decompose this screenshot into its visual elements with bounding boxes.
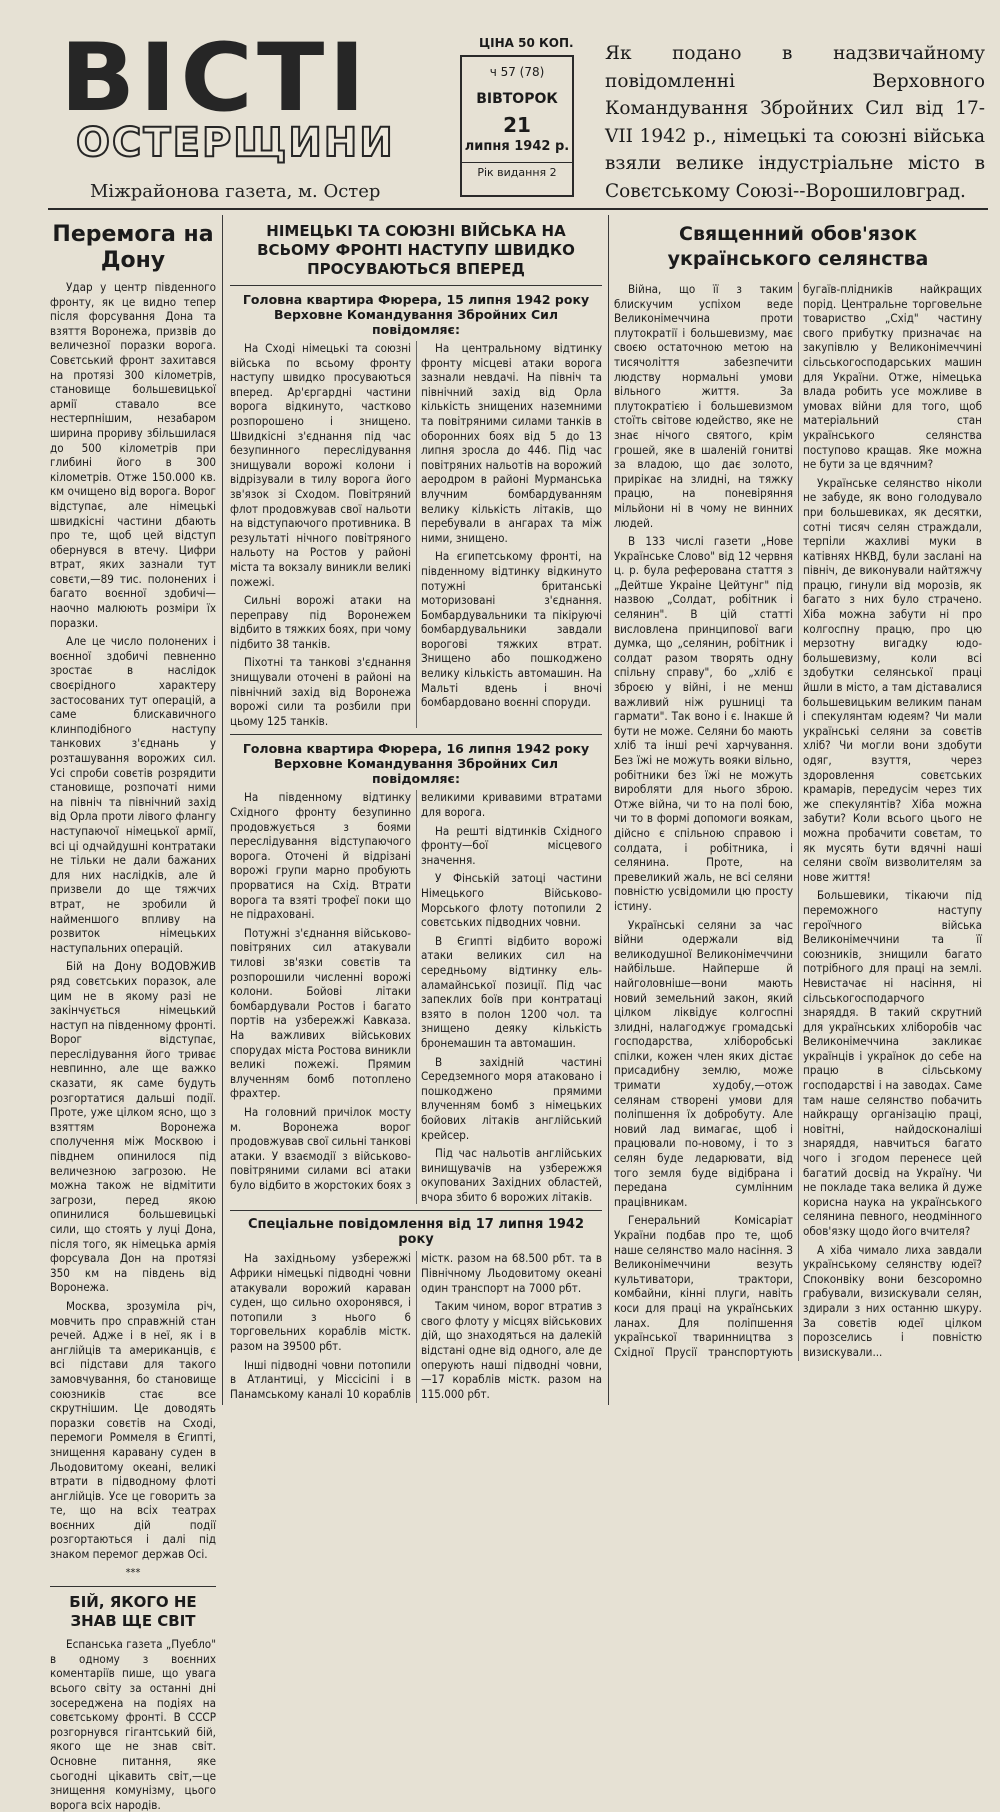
article-title-offensive: НІМЕЦЬКІ ТА СОЮЗНІ ВІЙСЬКА НА ВСЬОМУ ФРОНТІ НАСТУПУ ШВИДКО ПРОСУВАЮТЬСЯ ВПЕРЕД [257, 222, 575, 278]
issue-day: 21 [503, 113, 531, 137]
issue-number: ч 57 (78) [489, 65, 545, 79]
article-paragraph: Генеральний Комісаріат України подбав про те, щоб наше селянство мало насіння. З Великонімеччини везуть культиватори, трактори, комбайни, кінні плуги, навіть коси для праці на українських ланах. Для поліпшення української тваринництва з Східної Прусії транспортують бугаїв-плідників найкращих порід. Центральне торговельне товариство „Схід" частину свого прибутку призначає на закупівлю у Великонімеччині сільськогосподарських машин для України. Отже, німецька влада робить усе можливе в умовах війни для того, щоб матеріальний стан українського селянства поступово кращав. Яке можна не бути за це вдячним? [614, 282, 982, 1359]
article-paragraph: Українське селянство ніколи не забуде, як воно голодувало при большевиках, як десятки, сотні тисяч селян страждали, терпіли жахливі муки в катівнях НКВД, були заслані на північ, де виконували найтяжчу працю, гинули від морозів, як багато з них було страчено. Хіба можна забути ні про колгоспну працю, про цю мерзотну вигадку юдо-большевизму, коли всі здобутки селянської праці йшли в місто, а там діставалися большевицьким великим панам і спекулянтам юдеям? Чи мали українські селяни за совєтів хліб? Чи могли вони здобути одяг, взуття, через здоровлення совєтських крамарів, передусім через тих же спекулянтів? Хіба можна забути? Коли всього цього не можна пробачити совєтам, то як мусять бути вдячні наші селяни своїм визволителям за нове життя! [803, 475, 982, 884]
article-title-sacred-duty: Священний обов'язок українського селянства [667, 223, 929, 270]
article-paragraph: Сильні ворожі атаки на переправу під Воронежем відбито в тяжких боях, при чому підбито 38 танків. [230, 593, 411, 651]
article-paragraph: Еспанська газета „Пуебло" в одному з воєнних коментаріїв пише, що увага всього світу за останні дні зосереджена на подіях на совєтському фронті. В СССР розгорнувся гігантський бій, якого ще не знав світ. Основне питання, яке сьогодні цікавить світ,—це знищення комунізму, цього ворога всіх народів. [50, 1637, 216, 1812]
masthead-subtitle: Міжрайонова газета, м. Остер [90, 181, 381, 202]
article-paragraph: А хіба чимало лиха завдали українському селянству юдеї? Споконвіку вони безсоромно грабували, визискували селян, здирали з них останню шкуру. За совєтів юдеї цілком порозселись і повністю визискували... [803, 1242, 982, 1359]
column-middle [230, 222, 602, 1407]
article-paragraph: На Сході німецькі та союзні війська по всьому фронту наступу швидко просуваються вперед. Ар'єргардні частини ворога відкинуто, частково розпорошено і знищено. Швидкісні з'єднання під час безупинного переслідування знищували ворожі колони і відрізували в тилу ворога його зв'язок зі Сходом. Повітряний флот продовжував свої нальоти на відступаючого противника. В результаті нічного повітряного нальоту на Ростов у районі міста та вокзалу виникли великі пожежі. [230, 341, 411, 589]
article-paragraph: Інші підводні човни потопили в Атлантиці, у Міссісіпі і в Панамському каналі 10 кораблів містк. разом на 68.500 рбт. та в Північному Льодовитому океані один транспорт на 7000 рбт. [230, 1251, 602, 1401]
article-paragraph: Українські селяни за час війни одержали від великодушної Великонімеччини найбільше. Найперше й найголовніше—вони мають новий земельний закон, який цілком ліквідує колгоспні злидні, налагоджує громадські господарства, хліборобські спілки, кожен член яких дістає присадибну землю, може тримати худобу,—отож селянам створені умови для поліпшення їх добробуту. Але новий лад вимагає, щоб і працювали по-новому, і то з селян буде ледарювати, від того земля буде відібрана і передана сумлінним працівникам. [614, 917, 793, 1209]
article-separator [230, 734, 602, 735]
masthead-title-line1: ВІСТІ [60, 24, 370, 133]
article-separator [50, 1586, 216, 1587]
hq-report-title-1: Головна квартира Фюрера, 15 липня 1942 року [242, 292, 590, 307]
article-paragraph: В 133 числі газети „Нове Українське Слово" від 12 червня ц. р. була реферована стаття з „Дейтше Украіне Цейтунг" під назвою „Солдат, робітник і селянин". В цій статті висловлена принципової ваги думка, що „селянин, робітник і солдат разом творять одну спільну справу", бо „хліб є зброєю у війні, і не менш важливий ніж рушниці та гармати". Так воно і є. Інакше й бути не може. Селяни бо мають хліб та інші речі харчування. Без їжі не можуть вояки вільно, робітники без їжі не можуть виробляти для нього зброю. Отже війна, чи то на полі бою, чи то в формі допомоги воякам, дійсно є спільною справою і солдата, і робітника, і селянина. Проте, на превеликий жаль, не всі селяни повністю усвідомили цю просту істину. [614, 534, 793, 913]
article-paragraph: Большевики, тікаючи під переможного наступу героїчного війська Великонімеччини та її союзників, знищили багато потрібного для праці на землі. Невистачає ні насіння, ні сільськогосподарчого знаряддя. В такий скрутний для українських хліборобів час Великонімеччина закликає українців і українок до себе на працю в сільському господарстві і на заводах. Саме там наше селянство побачить найкращу організацію праці, новітні, найдосконаліші знаряддя, навчиться багато чого і згодом перенесе цей багатий досвід на Україну. Чи не покладе така велика й дуже корисна наука на українського селянина певного, неодмінного обов'язку щодо його вчителя? [803, 888, 982, 1238]
article-title-battle: БІЙ, ЯКОГО НЕ ЗНАВ ЩЕ СВІТ [69, 1593, 197, 1631]
article-paragraph: На центральному відтинку фронту місцеві атаки ворога зазнали невдачі. На північ та північний захід від Орла кількість знищених наземними та повітряними силами танків в оборонних боях від 5 до 13 липня зросла до 446. Під час повітряних нальотів на ворожий аеродром в районі Мурманська влучним бомбардуванням велику кількість літаків, що перебували в ангарах та між ними, знищено. [421, 341, 602, 545]
column-divider-2 [608, 215, 609, 1405]
article-paragraph: В Єгипті відбито ворожі атаки великих сил на середньому відтинку ель-аламайнської позиції. Під час запеклих боїв при контратаці взято в полон 1200 чол. та знищено деяку кількість бронемашин та автомашин. [421, 933, 602, 1050]
issue-weekday: ВІВТОРОК [476, 91, 558, 107]
hq-report-body-2 [230, 790, 602, 1204]
article-separator [230, 285, 602, 286]
column-divider-1 [222, 215, 223, 1405]
ornament-divider: *** [125, 1565, 141, 1579]
article-paragraph: На західньому узбережжі Африки німецькі підводні човни атакували ворожий караван суден, що сильно охоронявся, і потопили з нього 6 торговельних кораблів містк. разом на 39500 рбт. [230, 1251, 411, 1354]
masthead-divider [48, 208, 988, 210]
article-paragraph: Потужні з'єднання військово-повітряних сил атакували тилові зв'язки совєтів та розпорошили численні ворожі колони. Бойові літаки бомбардували Ростов і багато портів на узбережжі Кавказа. На важливих військових спорудах міста Ростова виникли великі пожежі. Прямим влученням бомб потоплено фрахтер. [230, 925, 411, 1101]
hq-report-body-1 [230, 341, 602, 728]
article-paragraph: Війна, що її з таким блискучим успіхом веде Великонімеччина проти плутократії і большевизму, має своєю остаточною метою на тисячоліття забезпечити людству нормальні умови вільного життя. За плутократією і большевизмом стоїть світове юдейство, яке не знає нічого святого, крім грошей, яке в шаленій гонитві за владою, що дає золото, прирікає на злидні, на тяжку працю, на поневіряння мільйони ні в чому не винних людей. [614, 282, 793, 530]
article-separator [230, 1210, 602, 1211]
article-paragraph: У Фінській затоці частини Німецького Військово-Морського флоту потопили 2 совєтських підводних човни. [421, 871, 602, 930]
article-paragraph: На головний причілок мосту м. Воронежа ворог продовжував свої сильні танкові атаки. У взаємодії з військово-повітряними силами всі атаки було відбито в жорстоких боях з великими кривавими втратами для ворога. [230, 790, 602, 1192]
article-body-sacred-duty [614, 282, 982, 1361]
special-report-title: Спеціальне повідомлення від 17 липня 1942 року [247, 1217, 585, 1248]
hq-report-title-2: Головна квартира Фюрера, 16 липня 1942 року [242, 741, 590, 757]
article-paragraph: Бій на Дону ВОДОВЖИВ ряд совєтських поразок, але цим не в якому разі не закінчується німецький наступ на південному фронті. Ворог відступає, переслідування його триває невпинно, але ще важко сказати, як саме будуть розгортатися дальші події. Проте, уже цілком ясно, що з взяттям Воронежа сполучення між Москвою і півднем опинилося під величезною загрозою. Не можна також не відмітити загрози, перед якою опинилися большевицькі сили, що стоять у луці Дона, після того, як німецька армія форсувала Дон на протязі 350 км на південь від Воронежа. [50, 959, 216, 1295]
masthead-title-line2: ОСТЕРЩИНИ [76, 120, 395, 166]
article-paragraph: Але це число полонених і воєнної здобичі певненно зростає в наслідок своєрідного характеру застосованих тут операцій, а саме блискавичного клинподібного наступу танкових з'єднань у розташування ворожих сил. Усі спроби совєтів розрядити становище, розпочаті ними на північ та північний захід від Орла проти лівого флангу наступаючої німецької армії, всі ці одчайдушні контратаки не тільки не дали бажаних для них наслідків, але й призвели до ще тяжчих втрат, не зробили й найменшого впливу на розвиток німецьких наступальних операцій. [50, 634, 216, 955]
column-left [50, 222, 216, 1812]
special-report-body [230, 1251, 602, 1403]
article-paragraph: В західній частині Середземного моря атаковано і пошкоджено прямими влученням бомб з німецьких бойових літаків англійський крейсер. [421, 1054, 602, 1142]
article-paragraph: Таким чином, ворог втратив з свого флоту у місцях військових дій, що знаходяться на далекій відстані одне від одного, але де оперують наші підводні човни,—17 кораблів містк. разом на 115.000 рбт. [421, 1299, 602, 1401]
article-paragraph: На південному відтинку Східного фронту безупинно продовжується з боями переслідування відступаючого ворога. Оточені й відрізані ворожі групи марно пробують прорватися на Схід. Втрати ворога та взяті трофеї поки що не підраховані. [230, 790, 411, 922]
issue-info-box [460, 55, 574, 197]
column-right [614, 222, 982, 1407]
price-label: ЦІНА 50 КОП. [479, 36, 574, 50]
headline-announcement: Як подано в надзвичайному повідомленні Верховного Командування Збройних Сил від 17-VII 1942 р., німецькі та союзні війська взяли велике індустріальне місто в Совєтському Союзі--Ворошиловград. [605, 43, 985, 202]
publication-year: Рік видання 2 [462, 162, 572, 179]
article-paragraph: Під час нальотів англійських винищувачів на узбережжя окупованих Західних областей, вчора збито 6 ворожих літаків. [421, 1146, 602, 1204]
hq-report-subtitle-2: Верховне Командування Збройних Сил повідомляє: [273, 756, 559, 787]
article-paragraph: Удар у центр південного фронту, як це видно тепер після форсування Дона та взяття Воронежа, призвів до величезної поразки ворога. Совєтський фронт захитався на протязі 300 кілометрів, становище большевицької армії ставало все нестерпнішим, незабаром ширина прориву збільшилася до 500 кілометрів при глибині його в 300 кілометрів. Отже 150.000 кв. км очищено від ворога. Ворог відступає, але німецькі швидкісні частини дбають про те, щоб цей відступ обернувся в втечу. Цифри втрат, яких зазнали тут совєти,—89 тис. полонених і багато воєнної здобичі—наочно малюють розміри їх поразки. [50, 280, 216, 630]
article-paragraph: На єгипетському фронті, на південному відтинку відкинуто потужні британські моторизовані з'єднання. Бомбардувальники та пікіруючі бомбардувальники завдали ворогові тяжких втрат. Знищено або пошкоджено велику кількість автомашин. На Мальті вдень і вночі бомбардовано воєнні споруди. [421, 549, 602, 710]
article-paragraph: Піхотні та танкові з'єднання знищували оточені в районі на північний захід від Воронежа ворожі сили та розбили при цьому 125 танків. [230, 655, 411, 728]
article-paragraph: Москва, зрозуміла річ, мовчить про справжній стан речей. Адже і в неї, як і в англійців та американців, є всі підстави для такого замовчування, бо становище союзників стає все скрутнішим. Це доводять поразки совєтів на Сході, перемоги Роммеля в Єгипті, знищення каравану суден в Льодовитому океані, великі втрати в підводному флоті англійців. Усе це говорить за те, що на всіх театрах воєнних дій події розгортаються і далі під знаком перемог держав Осі. [50, 1298, 216, 1562]
hq-report-subtitle-1: Верховне Командування Збройних Сил повідомляє: [273, 307, 559, 337]
article-paragraph: На решті відтинків Східного фронту—бої місцевого значення. [421, 823, 602, 867]
article-title-victory-on-don: Перемога на Дону [52, 222, 214, 273]
issue-month-year: липня 1942 р. [464, 139, 570, 154]
